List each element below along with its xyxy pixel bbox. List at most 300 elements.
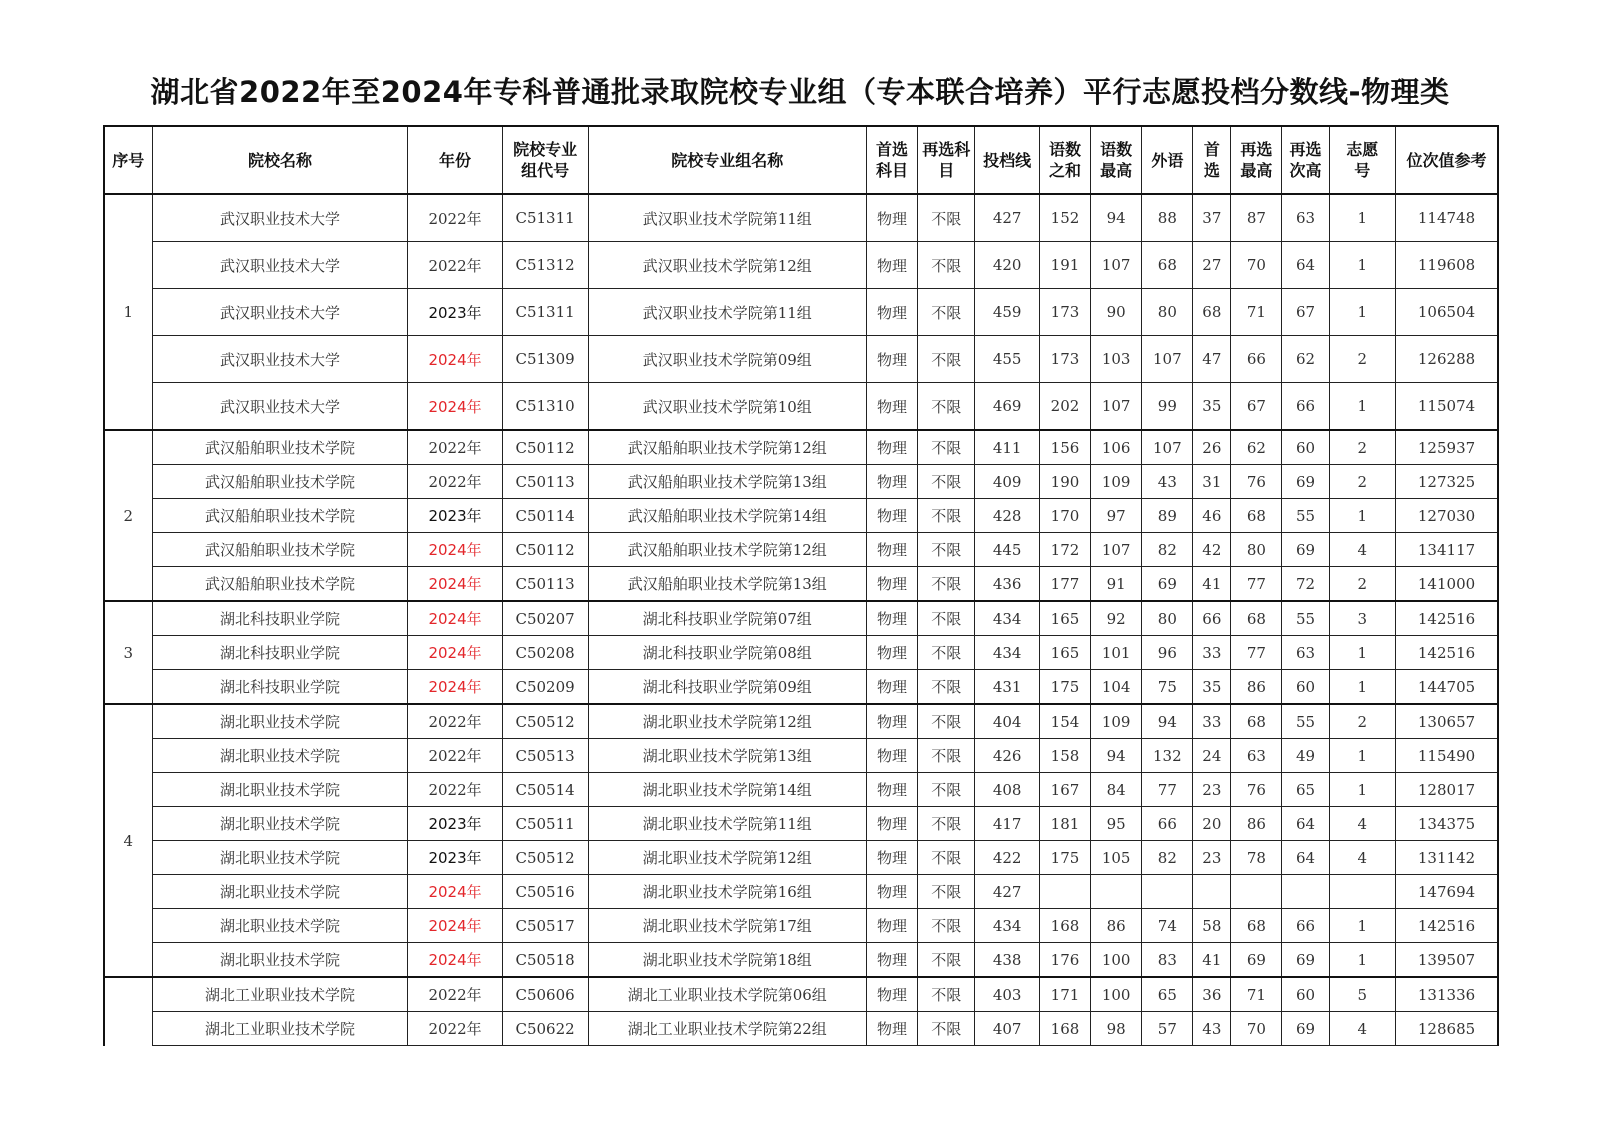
school-name-cell: 武汉船舶职业技术学院 [152,533,408,567]
year-cell: 2024年 [408,533,502,567]
group-name-cell: 湖北科技职业学院第07组 [588,601,866,636]
group-code-cell: C50517 [502,909,588,943]
reselect-max-cell: 87 [1231,194,1282,242]
table-row [104,383,1498,431]
year-cell: 2024年 [408,943,502,978]
reselect-second-cell: 72 [1282,567,1329,602]
first-choice-cell: 20 [1193,807,1231,841]
chinese-math-sum-cell: 165 [1039,601,1090,636]
school-name-cell: 湖北职业技术学院 [152,807,408,841]
foreign-language-cell: 80 [1142,601,1193,636]
preference-no-cell: 4 [1329,1012,1396,1046]
year-cell: 2024年 [408,336,502,383]
reselect-max-cell: 68 [1231,601,1282,636]
chinese-math-sum-cell: 190 [1039,465,1090,499]
group-code-cell: C50622 [502,1012,588,1046]
group-name-cell: 武汉船舶职业技术学院第12组 [588,430,866,465]
rank-reference-cell: 128017 [1396,773,1498,807]
year-cell: 2022年 [408,739,502,773]
rank-reference-cell: 142516 [1396,636,1498,670]
preference-no-cell: 2 [1329,465,1396,499]
school-name-cell: 武汉船舶职业技术学院 [152,499,408,533]
preference-no-cell: 1 [1329,194,1396,242]
second-subject-cell: 不限 [918,739,975,773]
cutoff-score-cell: 436 [975,567,1039,602]
reselect-max-cell: 66 [1231,336,1282,383]
first-choice-cell [1193,875,1231,909]
group-name-cell: 湖北工业职业技术学院第06组 [588,977,866,1012]
group-code-cell: C50209 [502,670,588,705]
reselect-second-cell: 55 [1282,704,1329,739]
rank-reference-cell: 144705 [1396,670,1498,705]
group-code-cell: C50113 [502,465,588,499]
header-chinese-math-sum: 语数之和 [1039,126,1090,194]
first-choice-cell: 23 [1193,841,1231,875]
school-name-cell: 武汉职业技术大学 [152,336,408,383]
table-row [104,242,1498,289]
header-group-code: 院校专业组代号 [502,126,588,194]
preference-no-cell: 1 [1329,909,1396,943]
first-choice-cell: 36 [1193,977,1231,1012]
chinese-math-sum-cell: 154 [1039,704,1090,739]
seq-cell: 1 [104,194,152,430]
school-name-cell: 湖北科技职业学院 [152,670,408,705]
first-subject-cell: 物理 [866,704,917,739]
group-name-cell: 湖北职业技术学院第16组 [588,875,866,909]
first-choice-cell: 27 [1193,242,1231,289]
group-code-cell: C50518 [502,943,588,978]
table-row [104,739,1498,773]
reselect-second-cell: 69 [1282,1012,1329,1046]
group-code-cell: C50516 [502,875,588,909]
table-row [104,194,1498,242]
foreign-language-cell: 89 [1142,499,1193,533]
foreign-language-cell: 68 [1142,242,1193,289]
second-subject-cell: 不限 [918,773,975,807]
group-code-cell: C51311 [502,289,588,336]
first-subject-cell: 物理 [866,943,917,978]
chinese-math-sum-cell: 175 [1039,841,1090,875]
school-name-cell: 武汉船舶职业技术学院 [152,465,408,499]
school-name-cell: 湖北职业技术学院 [152,773,408,807]
reselect-second-cell: 69 [1282,465,1329,499]
first-choice-cell: 46 [1193,499,1231,533]
rank-reference-cell: 134117 [1396,533,1498,567]
first-subject-cell: 物理 [866,636,917,670]
header-chinese-math-max: 语数最高 [1091,126,1142,194]
first-subject-cell: 物理 [866,909,917,943]
reselect-second-cell: 69 [1282,943,1329,978]
school-name-cell: 武汉职业技术大学 [152,289,408,336]
year-cell: 2024年 [408,670,502,705]
group-name-cell: 湖北职业技术学院第14组 [588,773,866,807]
group-code-cell: C50113 [502,567,588,602]
cutoff-score-cell: 434 [975,636,1039,670]
preference-no-cell: 4 [1329,841,1396,875]
preference-no-cell: 1 [1329,289,1396,336]
school-name-cell: 湖北科技职业学院 [152,636,408,670]
chinese-math-max-cell: 100 [1091,977,1142,1012]
chinese-math-sum-cell: 177 [1039,567,1090,602]
reselect-second-cell: 66 [1282,383,1329,431]
first-subject-cell: 物理 [866,465,917,499]
rank-reference-cell: 131336 [1396,977,1498,1012]
chinese-math-sum-cell: 168 [1039,1012,1090,1046]
reselect-max-cell: 71 [1231,977,1282,1012]
chinese-math-max-cell: 92 [1091,601,1142,636]
table-row [104,430,1498,465]
second-subject-cell: 不限 [918,1012,975,1046]
first-choice-cell: 41 [1193,943,1231,978]
first-subject-cell: 物理 [866,533,917,567]
preference-no-cell [1329,875,1396,909]
reselect-max-cell: 86 [1231,670,1282,705]
second-subject-cell: 不限 [918,289,975,336]
year-cell: 2024年 [408,875,502,909]
second-subject-cell: 不限 [918,636,975,670]
foreign-language-cell: 82 [1142,533,1193,567]
chinese-math-max-cell: 105 [1091,841,1142,875]
reselect-max-cell: 77 [1231,567,1282,602]
first-subject-cell: 物理 [866,289,917,336]
first-subject-cell: 物理 [866,977,917,1012]
foreign-language-cell: 107 [1142,336,1193,383]
cutoff-score-cell: 428 [975,499,1039,533]
second-subject-cell: 不限 [918,807,975,841]
seq-cell: 2 [104,430,152,601]
first-choice-cell: 35 [1193,670,1231,705]
table-row [104,841,1498,875]
reselect-second-cell: 64 [1282,841,1329,875]
foreign-language-cell [1142,875,1193,909]
foreign-language-cell: 65 [1142,977,1193,1012]
cutoff-score-cell: 404 [975,704,1039,739]
first-choice-cell: 66 [1193,601,1231,636]
header-second-subject: 再选科目 [918,126,975,194]
first-subject-cell: 物理 [866,875,917,909]
cutoff-score-cell: 438 [975,943,1039,978]
foreign-language-cell: 132 [1142,739,1193,773]
foreign-language-cell: 74 [1142,909,1193,943]
school-name-cell: 武汉职业技术大学 [152,194,408,242]
reselect-second-cell: 66 [1282,909,1329,943]
reselect-max-cell [1231,875,1282,909]
school-name-cell: 武汉职业技术大学 [152,383,408,431]
table-row [104,1012,1498,1046]
cutoff-score-cell: 408 [975,773,1039,807]
cutoff-score-cell: 427 [975,875,1039,909]
header-preference-no: 志愿号 [1329,126,1396,194]
preference-no-cell: 5 [1329,977,1396,1012]
school-name-cell: 武汉船舶职业技术学院 [152,430,408,465]
year-cell: 2024年 [408,601,502,636]
chinese-math-sum-cell: 202 [1039,383,1090,431]
table-row [104,773,1498,807]
header-first-subject: 首选科目 [866,126,917,194]
preference-no-cell: 4 [1329,807,1396,841]
group-name-cell: 武汉职业技术学院第11组 [588,289,866,336]
first-subject-cell: 物理 [866,670,917,705]
chinese-math-sum-cell: 152 [1039,194,1090,242]
group-name-cell: 湖北工业职业技术学院第22组 [588,1012,866,1046]
chinese-math-sum-cell: 156 [1039,430,1090,465]
reselect-max-cell: 67 [1231,383,1282,431]
table-row [104,875,1498,909]
group-name-cell: 武汉船舶职业技术学院第13组 [588,567,866,602]
table-row [104,465,1498,499]
school-name-cell: 湖北职业技术学院 [152,875,408,909]
year-cell: 2022年 [408,430,502,465]
table-row [104,704,1498,739]
first-subject-cell: 物理 [866,430,917,465]
reselect-max-cell: 70 [1231,242,1282,289]
chinese-math-max-cell: 109 [1091,704,1142,739]
chinese-math-sum-cell: 168 [1039,909,1090,943]
rank-reference-cell: 127030 [1396,499,1498,533]
header-reselect-second: 再选次高 [1282,126,1329,194]
school-name-cell: 湖北职业技术学院 [152,909,408,943]
reselect-second-cell: 60 [1282,977,1329,1012]
header-school-name: 院校名称 [152,126,408,194]
cutoff-score-cell: 427 [975,194,1039,242]
seq-cell [104,977,152,1046]
chinese-math-max-cell: 107 [1091,533,1142,567]
rank-reference-cell: 139507 [1396,943,1498,978]
header-cutoff-score: 投档线 [975,126,1039,194]
second-subject-cell: 不限 [918,533,975,567]
first-choice-cell: 41 [1193,567,1231,602]
rank-reference-cell: 128685 [1396,1012,1498,1046]
preference-no-cell: 1 [1329,773,1396,807]
preference-no-cell: 2 [1329,430,1396,465]
first-choice-cell: 35 [1193,383,1231,431]
school-name-cell: 湖北科技职业学院 [152,601,408,636]
second-subject-cell: 不限 [918,465,975,499]
first-subject-cell: 物理 [866,194,917,242]
chinese-math-sum-cell: 181 [1039,807,1090,841]
rank-reference-cell: 125937 [1396,430,1498,465]
group-code-cell: C50514 [502,773,588,807]
table-row [104,670,1498,705]
seq-cell: 4 [104,704,152,977]
first-subject-cell: 物理 [866,336,917,383]
foreign-language-cell: 69 [1142,567,1193,602]
first-choice-cell: 37 [1193,194,1231,242]
second-subject-cell: 不限 [918,567,975,602]
chinese-math-max-cell: 101 [1091,636,1142,670]
first-subject-cell: 物理 [866,841,917,875]
first-subject-cell: 物理 [866,383,917,431]
chinese-math-max-cell: 103 [1091,336,1142,383]
table-row [104,499,1498,533]
reselect-max-cell: 78 [1231,841,1282,875]
header-rank-reference: 位次值参考 [1396,126,1498,194]
reselect-max-cell: 77 [1231,636,1282,670]
foreign-language-cell: 82 [1142,841,1193,875]
table-row [104,909,1498,943]
reselect-max-cell: 76 [1231,773,1282,807]
cutoff-score-cell: 434 [975,909,1039,943]
school-name-cell: 湖北职业技术学院 [152,943,408,978]
first-choice-cell: 47 [1193,336,1231,383]
reselect-second-cell: 55 [1282,601,1329,636]
foreign-language-cell: 57 [1142,1012,1193,1046]
page-title: 湖北省2022年至2024年专科普通批录取院校专业组（专本联合培养）平行志愿投档分数线-物理类 [150,75,1450,109]
reselect-max-cell: 86 [1231,807,1282,841]
rank-reference-cell: 127325 [1396,465,1498,499]
group-name-cell: 湖北职业技术学院第11组 [588,807,866,841]
second-subject-cell: 不限 [918,841,975,875]
reselect-second-cell: 69 [1282,533,1329,567]
group-code-cell: C50112 [502,430,588,465]
chinese-math-max-cell: 86 [1091,909,1142,943]
chinese-math-max-cell: 90 [1091,289,1142,336]
rank-reference-cell: 142516 [1396,601,1498,636]
second-subject-cell: 不限 [918,336,975,383]
school-name-cell: 武汉船舶职业技术学院 [152,567,408,602]
group-code-cell: C50112 [502,533,588,567]
first-choice-cell: 58 [1193,909,1231,943]
header-row [104,126,1498,194]
group-name-cell: 湖北职业技术学院第18组 [588,943,866,978]
table-row [104,977,1498,1012]
reselect-second-cell: 64 [1282,807,1329,841]
school-name-cell: 武汉职业技术大学 [152,242,408,289]
preference-no-cell: 4 [1329,533,1396,567]
cutoff-score-cell: 409 [975,465,1039,499]
reselect-max-cell: 70 [1231,1012,1282,1046]
header-group-name: 院校专业组名称 [588,126,866,194]
group-code-cell: C51312 [502,242,588,289]
group-code-cell: C51311 [502,194,588,242]
chinese-math-max-cell: 100 [1091,943,1142,978]
foreign-language-cell: 94 [1142,704,1193,739]
reselect-second-cell [1282,875,1329,909]
chinese-math-sum-cell: 167 [1039,773,1090,807]
school-name-cell: 湖北工业职业技术学院 [152,1012,408,1046]
year-cell: 2022年 [408,465,502,499]
school-name-cell: 湖北工业职业技术学院 [152,977,408,1012]
rank-reference-cell: 141000 [1396,567,1498,602]
group-name-cell: 湖北科技职业学院第08组 [588,636,866,670]
group-code-cell: C50114 [502,499,588,533]
header-year: 年份 [408,126,502,194]
foreign-language-cell: 88 [1142,194,1193,242]
rank-reference-cell: 106504 [1396,289,1498,336]
chinese-math-max-cell: 91 [1091,567,1142,602]
school-name-cell: 湖北职业技术学院 [152,704,408,739]
chinese-math-max-cell: 107 [1091,383,1142,431]
rank-reference-cell: 126288 [1396,336,1498,383]
group-code-cell: C50512 [502,704,588,739]
foreign-language-cell: 75 [1142,670,1193,705]
chinese-math-max-cell: 107 [1091,242,1142,289]
preference-no-cell: 1 [1329,739,1396,773]
group-name-cell: 武汉船舶职业技术学院第14组 [588,499,866,533]
reselect-max-cell: 68 [1231,909,1282,943]
table-row [104,533,1498,567]
first-subject-cell: 物理 [866,601,917,636]
first-subject-cell: 物理 [866,773,917,807]
cutoff-score-cell: 420 [975,242,1039,289]
year-cell: 2022年 [408,977,502,1012]
year-cell: 2023年 [408,807,502,841]
group-code-cell: C51309 [502,336,588,383]
score-table-container [103,125,1499,1075]
reselect-max-cell: 76 [1231,465,1282,499]
chinese-math-max-cell [1091,875,1142,909]
reselect-max-cell: 62 [1231,430,1282,465]
chinese-math-sum-cell: 158 [1039,739,1090,773]
second-subject-cell: 不限 [918,909,975,943]
chinese-math-sum-cell: 191 [1039,242,1090,289]
rank-reference-cell: 114748 [1396,194,1498,242]
group-name-cell: 武汉船舶职业技术学院第13组 [588,465,866,499]
group-name-cell: 武汉职业技术学院第10组 [588,383,866,431]
header-seq: 序号 [104,126,152,194]
group-name-cell: 武汉船舶职业技术学院第12组 [588,533,866,567]
year-cell: 2022年 [408,704,502,739]
second-subject-cell: 不限 [918,499,975,533]
reselect-second-cell: 64 [1282,242,1329,289]
chinese-math-max-cell: 98 [1091,1012,1142,1046]
foreign-language-cell: 66 [1142,807,1193,841]
foreign-language-cell: 77 [1142,773,1193,807]
school-name-cell: 湖北职业技术学院 [152,739,408,773]
group-name-cell: 武汉职业技术学院第09组 [588,336,866,383]
header-first-choice: 首选 [1193,126,1231,194]
first-choice-cell: 23 [1193,773,1231,807]
group-code-cell: C50513 [502,739,588,773]
table-row [104,943,1498,978]
chinese-math-sum-cell [1039,875,1090,909]
cutoff-score-cell: 417 [975,807,1039,841]
reselect-second-cell: 63 [1282,194,1329,242]
reselect-second-cell: 65 [1282,773,1329,807]
chinese-math-max-cell: 84 [1091,773,1142,807]
year-cell: 2024年 [408,383,502,431]
rank-reference-cell: 131142 [1396,841,1498,875]
table-row [104,336,1498,383]
group-code-cell: C50511 [502,807,588,841]
table-row [104,636,1498,670]
first-subject-cell: 物理 [866,567,917,602]
group-code-cell: C51310 [502,383,588,431]
chinese-math-max-cell: 95 [1091,807,1142,841]
chinese-math-max-cell: 106 [1091,430,1142,465]
second-subject-cell: 不限 [918,242,975,289]
first-choice-cell: 33 [1193,704,1231,739]
group-name-cell: 武汉职业技术学院第11组 [588,194,866,242]
preference-no-cell: 1 [1329,499,1396,533]
year-cell: 2022年 [408,1012,502,1046]
foreign-language-cell: 43 [1142,465,1193,499]
reselect-second-cell: 67 [1282,289,1329,336]
chinese-math-sum-cell: 175 [1039,670,1090,705]
reselect-max-cell: 69 [1231,943,1282,978]
cutoff-score-cell: 469 [975,383,1039,431]
reselect-max-cell: 80 [1231,533,1282,567]
first-choice-cell: 24 [1193,739,1231,773]
first-subject-cell: 物理 [866,499,917,533]
first-choice-cell: 42 [1193,533,1231,567]
year-cell: 2023年 [408,289,502,336]
chinese-math-sum-cell: 171 [1039,977,1090,1012]
cutoff-score-cell: 411 [975,430,1039,465]
first-choice-cell: 31 [1193,465,1231,499]
year-cell: 2022年 [408,194,502,242]
reselect-second-cell: 60 [1282,430,1329,465]
